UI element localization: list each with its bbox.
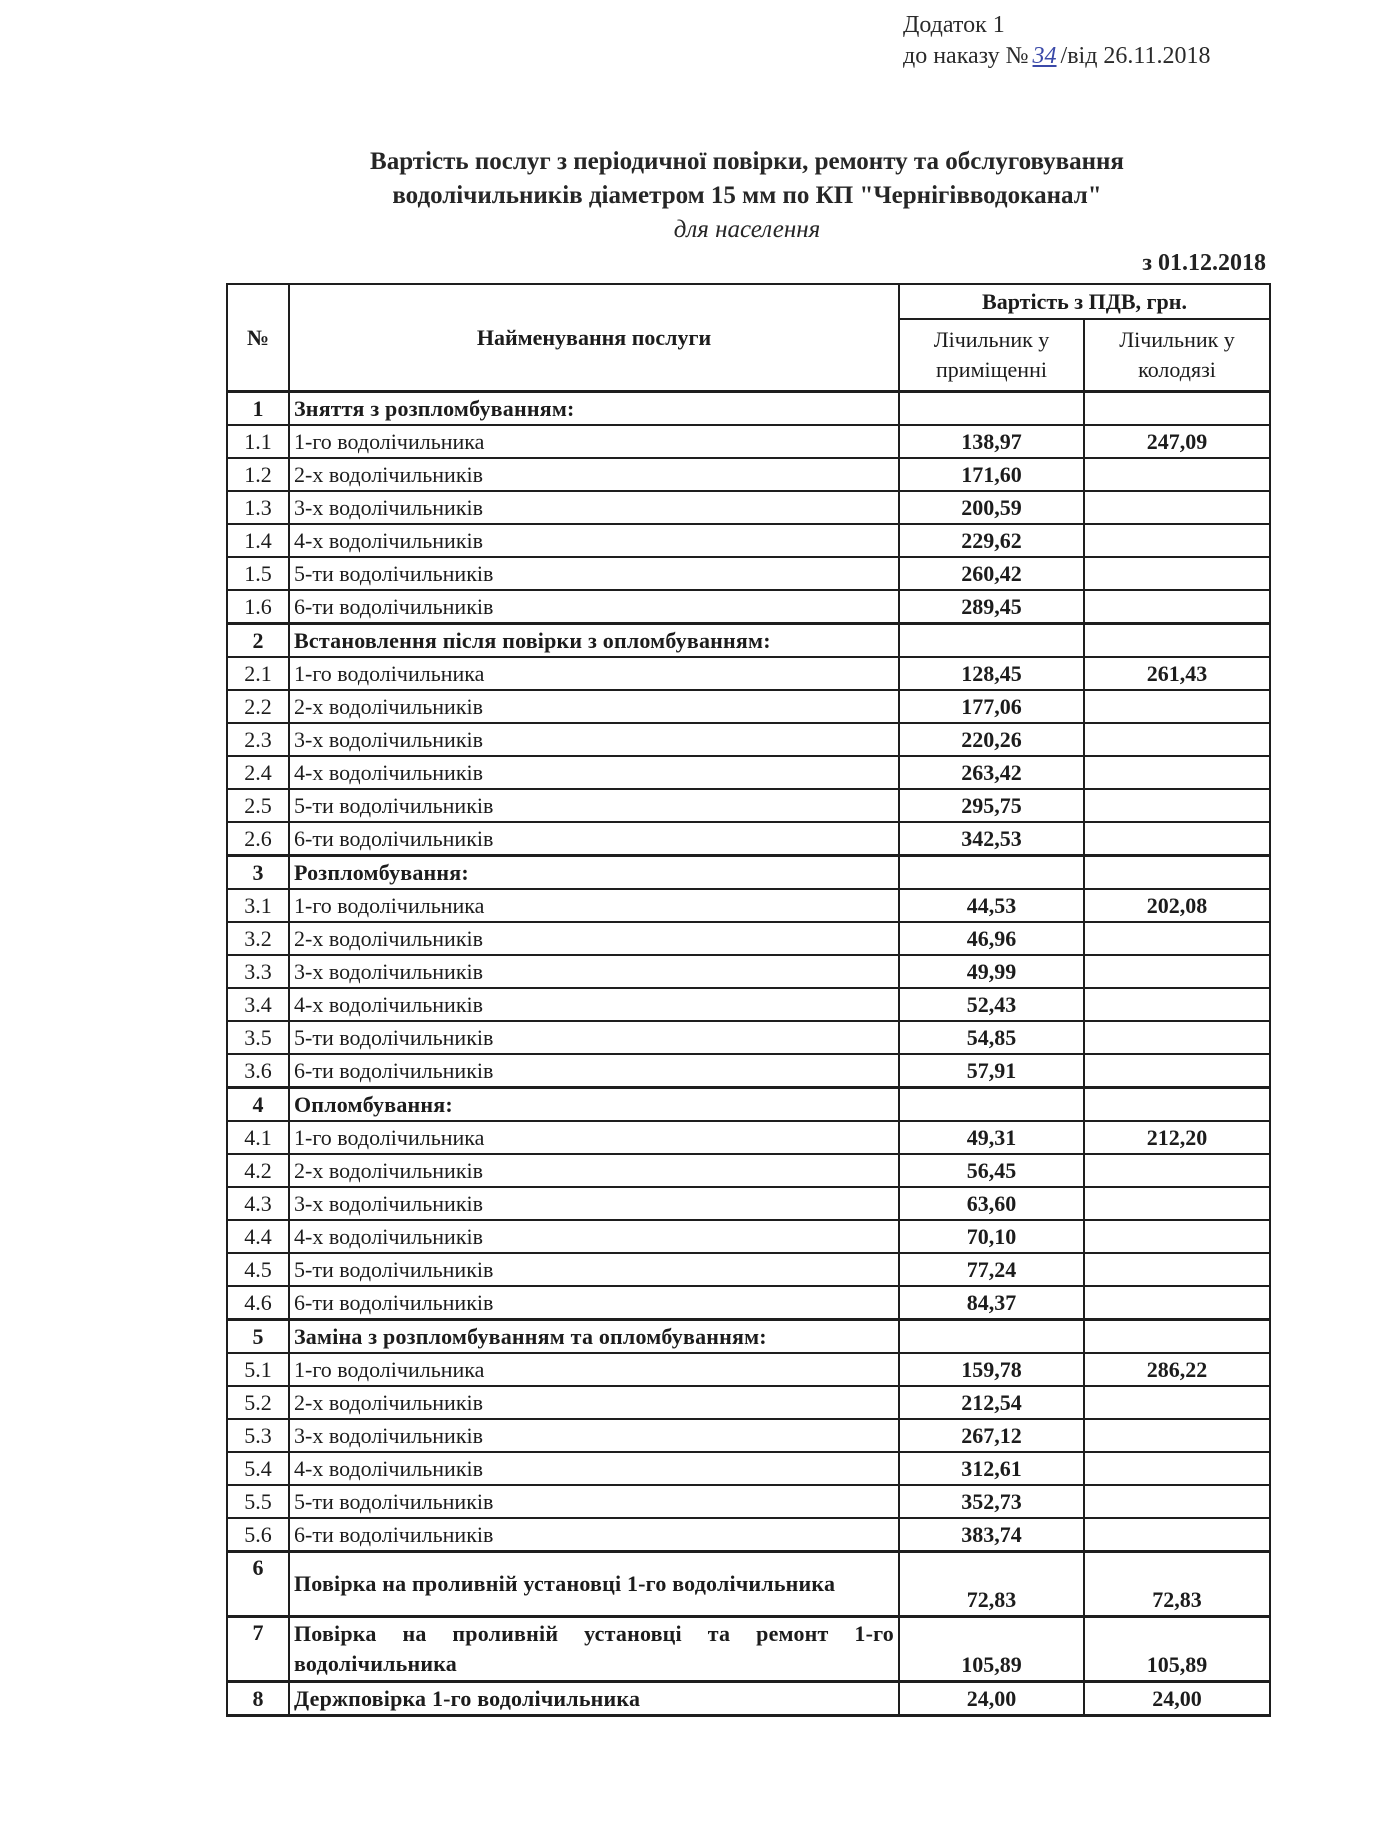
header-well-meter: Лічильник у колодязі — [1084, 319, 1270, 392]
price-well — [1084, 955, 1270, 988]
price-indoor: 289,45 — [899, 590, 1084, 624]
table-section-row — [227, 1320, 1270, 1354]
table-row — [227, 1386, 1270, 1419]
price-well — [1084, 491, 1270, 524]
table-row — [227, 1452, 1270, 1485]
row-number: 3.3 — [227, 955, 289, 988]
service-name: 2-х водолічильників — [289, 458, 899, 491]
row-number: 4.6 — [227, 1286, 289, 1320]
price-indoor — [899, 392, 1084, 426]
document-title — [226, 145, 1268, 247]
header-number: № — [227, 284, 289, 392]
table-row — [227, 657, 1270, 690]
price-indoor: 49,31 — [899, 1121, 1084, 1154]
price-indoor: 263,42 — [899, 756, 1084, 789]
service-name: 3-х водолічильників — [289, 723, 899, 756]
price-well — [1084, 723, 1270, 756]
row-number: 6 — [227, 1552, 289, 1617]
header-price-group: Вартість з ПДВ, грн. — [899, 284, 1270, 319]
price-well — [1084, 557, 1270, 590]
service-name: 5-ти водолічильників — [289, 789, 899, 822]
order-date: /від 26.11.2018 — [1060, 43, 1211, 69]
row-number: 2.6 — [227, 822, 289, 856]
price-well — [1084, 922, 1270, 955]
row-number: 2.3 — [227, 723, 289, 756]
price-well — [1084, 1088, 1270, 1122]
service-name: 3-х водолічильників — [289, 1419, 899, 1452]
price-indoor: 44,53 — [899, 889, 1084, 922]
service-name: Повірка на проливній установці та ремонт 1-го водолічильника — [289, 1617, 899, 1682]
table-row — [227, 1021, 1270, 1054]
price-well: 247,09 — [1084, 425, 1270, 458]
service-name: 1-го водолічильника — [289, 657, 899, 690]
table-row — [227, 1054, 1270, 1088]
price-indoor: 63,60 — [899, 1187, 1084, 1220]
service-name: 5-ти водолічильників — [289, 1485, 899, 1518]
header-indoor-meter: Лічильник у приміщенні — [899, 319, 1084, 392]
price-indoor: 220,26 — [899, 723, 1084, 756]
row-number: 3.6 — [227, 1054, 289, 1088]
service-name: 2-х водолічильників — [289, 690, 899, 723]
row-number: 1.5 — [227, 557, 289, 590]
annex-reference — [903, 10, 1211, 72]
price-indoor: 171,60 — [899, 458, 1084, 491]
service-name: 1-го водолічильника — [289, 889, 899, 922]
price-well — [1084, 690, 1270, 723]
service-name: 2-х водолічильників — [289, 1154, 899, 1187]
header-service: Найменування послуги — [289, 284, 899, 392]
table-row — [227, 822, 1270, 856]
table-row — [227, 1154, 1270, 1187]
price-well: 212,20 — [1084, 1121, 1270, 1154]
price-indoor: 56,45 — [899, 1154, 1084, 1187]
price-well — [1084, 1485, 1270, 1518]
row-number: 5 — [227, 1320, 289, 1354]
price-indoor: 260,42 — [899, 557, 1084, 590]
service-name: Встановлення після повірки з опломбуванням: — [289, 624, 899, 658]
service-name: 6-ти водолічильників — [289, 1054, 899, 1088]
price-indoor: 52,43 — [899, 988, 1084, 1021]
row-number: 5.6 — [227, 1518, 289, 1552]
price-well — [1084, 1419, 1270, 1452]
price-well — [1084, 856, 1270, 890]
price-well: 286,22 — [1084, 1353, 1270, 1386]
row-number: 2.4 — [227, 756, 289, 789]
row-number: 7 — [227, 1617, 289, 1682]
table-row — [227, 425, 1270, 458]
row-number: 3 — [227, 856, 289, 890]
price-well: 105,89 — [1084, 1617, 1270, 1682]
price-well — [1084, 822, 1270, 856]
row-number: 2.1 — [227, 657, 289, 690]
annex-title: Додаток 1 — [903, 12, 1005, 38]
price-indoor: 49,99 — [899, 955, 1084, 988]
row-number: 8 — [227, 1682, 289, 1716]
price-indoor: 57,91 — [899, 1054, 1084, 1088]
price-well — [1084, 1386, 1270, 1419]
price-indoor: 84,37 — [899, 1286, 1084, 1320]
service-name: 4-х водолічильників — [289, 1220, 899, 1253]
table-section-row — [227, 856, 1270, 890]
price-well: 202,08 — [1084, 889, 1270, 922]
service-name: Розпломбування: — [289, 856, 899, 890]
service-name: 2-х водолічильників — [289, 922, 899, 955]
table-row — [227, 557, 1270, 590]
price-indoor: 159,78 — [899, 1353, 1084, 1386]
row-number: 5.1 — [227, 1353, 289, 1386]
price-well — [1084, 624, 1270, 658]
table-section-row — [227, 1617, 1270, 1682]
price-well — [1084, 1187, 1270, 1220]
price-well — [1084, 1220, 1270, 1253]
price-indoor: 77,24 — [899, 1253, 1084, 1286]
row-number: 3.2 — [227, 922, 289, 955]
order-prefix: до наказу № — [903, 43, 1029, 69]
price-well: 72,83 — [1084, 1552, 1270, 1617]
price-well — [1084, 1154, 1270, 1187]
table-row — [227, 789, 1270, 822]
service-name: 4-х водолічильників — [289, 756, 899, 789]
price-indoor: 70,10 — [899, 1220, 1084, 1253]
row-number: 2 — [227, 624, 289, 658]
service-name: 4-х водолічильників — [289, 524, 899, 557]
price-well — [1084, 756, 1270, 789]
row-number: 1.4 — [227, 524, 289, 557]
annex-order-line — [903, 41, 1211, 72]
row-number: 1.3 — [227, 491, 289, 524]
table-section-row — [227, 1088, 1270, 1122]
title-subtitle: для населення — [673, 216, 821, 243]
row-number: 1.1 — [227, 425, 289, 458]
table-row — [227, 889, 1270, 922]
service-name: 4-х водолічильників — [289, 988, 899, 1021]
service-name: 6-ти водолічильників — [289, 822, 899, 856]
table-section-row — [227, 624, 1270, 658]
price-well — [1084, 590, 1270, 624]
service-name: Повірка на проливній установці 1-го водолічильника — [289, 1552, 899, 1617]
service-name: 4-х водолічильників — [289, 1452, 899, 1485]
price-indoor: 267,12 — [899, 1419, 1084, 1452]
row-number: 2.2 — [227, 690, 289, 723]
price-well — [1084, 1253, 1270, 1286]
price-indoor: 312,61 — [899, 1452, 1084, 1485]
table-row — [227, 988, 1270, 1021]
row-number: 4.3 — [227, 1187, 289, 1220]
service-name: 6-ти водолічильників — [289, 590, 899, 624]
table-row — [227, 1121, 1270, 1154]
price-indoor: 200,59 — [899, 491, 1084, 524]
table-row — [227, 1353, 1270, 1386]
price-well — [1084, 1452, 1270, 1485]
table-row — [227, 1419, 1270, 1452]
table-row — [227, 1286, 1270, 1320]
service-name: Зняття з розпломбуванням: — [289, 392, 899, 426]
price-indoor: 138,97 — [899, 425, 1084, 458]
price-indoor: 105,89 — [899, 1617, 1084, 1682]
price-well — [1084, 392, 1270, 426]
row-number: 5.3 — [227, 1419, 289, 1452]
row-number: 3.5 — [227, 1021, 289, 1054]
effective-date: з 01.12.2018 — [1142, 250, 1266, 276]
service-name: 5-ти водолічильників — [289, 1253, 899, 1286]
handwritten-order-number: 34 — [1032, 43, 1057, 69]
price-well — [1084, 988, 1270, 1021]
price-indoor — [899, 1088, 1084, 1122]
table-row — [227, 922, 1270, 955]
service-name: 3-х водолічильників — [289, 955, 899, 988]
price-indoor: 383,74 — [899, 1518, 1084, 1552]
table-section-row — [227, 1682, 1270, 1716]
price-well — [1084, 1021, 1270, 1054]
service-name: 5-ти водолічильників — [289, 1021, 899, 1054]
price-indoor: 212,54 — [899, 1386, 1084, 1419]
row-number: 4.2 — [227, 1154, 289, 1187]
table-row — [227, 1518, 1270, 1552]
service-name: 5-ти водолічильників — [289, 557, 899, 590]
service-name: 1-го водолічильника — [289, 1121, 899, 1154]
table-row — [227, 723, 1270, 756]
table-row — [227, 1485, 1270, 1518]
price-well — [1084, 1320, 1270, 1354]
table-row — [227, 690, 1270, 723]
title-line-1: Вартість послуг з періодичної повірки, ремонту та обслуговування — [370, 148, 1124, 175]
service-name: 1-го водолічильника — [289, 1353, 899, 1386]
table-row — [227, 1220, 1270, 1253]
price-indoor — [899, 624, 1084, 658]
service-name: 1-го водолічильника — [289, 425, 899, 458]
row-number: 5.2 — [227, 1386, 289, 1419]
price-well — [1084, 524, 1270, 557]
row-number: 4.1 — [227, 1121, 289, 1154]
service-name: 6-ти водолічильників — [289, 1286, 899, 1320]
row-number: 4.4 — [227, 1220, 289, 1253]
price-well — [1084, 789, 1270, 822]
service-name: 3-х водолічильників — [289, 491, 899, 524]
row-number: 4 — [227, 1088, 289, 1122]
row-number: 1 — [227, 392, 289, 426]
service-name: Держповірка 1-го водолічильника — [289, 1682, 899, 1716]
row-number: 3.4 — [227, 988, 289, 1021]
price-indoor: 46,96 — [899, 922, 1084, 955]
table-row — [227, 458, 1270, 491]
table-row — [227, 524, 1270, 557]
title-line-2: водолічильників діаметром 15 мм по КП "Чернігівводоканал" — [392, 182, 1102, 209]
price-indoor: 295,75 — [899, 789, 1084, 822]
table-body — [227, 392, 1270, 1716]
price-indoor: 72,83 — [899, 1552, 1084, 1617]
price-indoor: 352,73 — [899, 1485, 1084, 1518]
service-name: Заміна з розпломбуванням та опломбуванням: — [289, 1320, 899, 1354]
table-row — [227, 756, 1270, 789]
price-indoor: 177,06 — [899, 690, 1084, 723]
price-indoor — [899, 856, 1084, 890]
row-number: 1.6 — [227, 590, 289, 624]
price-well: 261,43 — [1084, 657, 1270, 690]
row-number: 5.5 — [227, 1485, 289, 1518]
table-row — [227, 1187, 1270, 1220]
price-indoor: 128,45 — [899, 657, 1084, 690]
row-number: 3.1 — [227, 889, 289, 922]
price-well — [1084, 458, 1270, 491]
table-row — [227, 955, 1270, 988]
row-number: 4.5 — [227, 1253, 289, 1286]
price-well: 24,00 — [1084, 1682, 1270, 1716]
service-name: 2-х водолічильників — [289, 1386, 899, 1419]
table-row — [227, 491, 1270, 524]
price-indoor: 342,53 — [899, 822, 1084, 856]
price-indoor: 24,00 — [899, 1682, 1084, 1716]
price-well — [1084, 1518, 1270, 1552]
row-number: 1.2 — [227, 458, 289, 491]
price-well — [1084, 1286, 1270, 1320]
service-name: 3-х водолічильників — [289, 1187, 899, 1220]
table-section-row — [227, 392, 1270, 426]
table-row — [227, 1253, 1270, 1286]
price-indoor: 54,85 — [899, 1021, 1084, 1054]
price-indoor: 229,62 — [899, 524, 1084, 557]
price-well — [1084, 1054, 1270, 1088]
service-name: 6-ти водолічильників — [289, 1518, 899, 1552]
tariff-table — [226, 283, 1271, 1717]
row-number: 2.5 — [227, 789, 289, 822]
service-name: Опломбування: — [289, 1088, 899, 1122]
price-indoor — [899, 1320, 1084, 1354]
table-section-row — [227, 1552, 1270, 1617]
row-number: 5.4 — [227, 1452, 289, 1485]
table-row — [227, 590, 1270, 624]
